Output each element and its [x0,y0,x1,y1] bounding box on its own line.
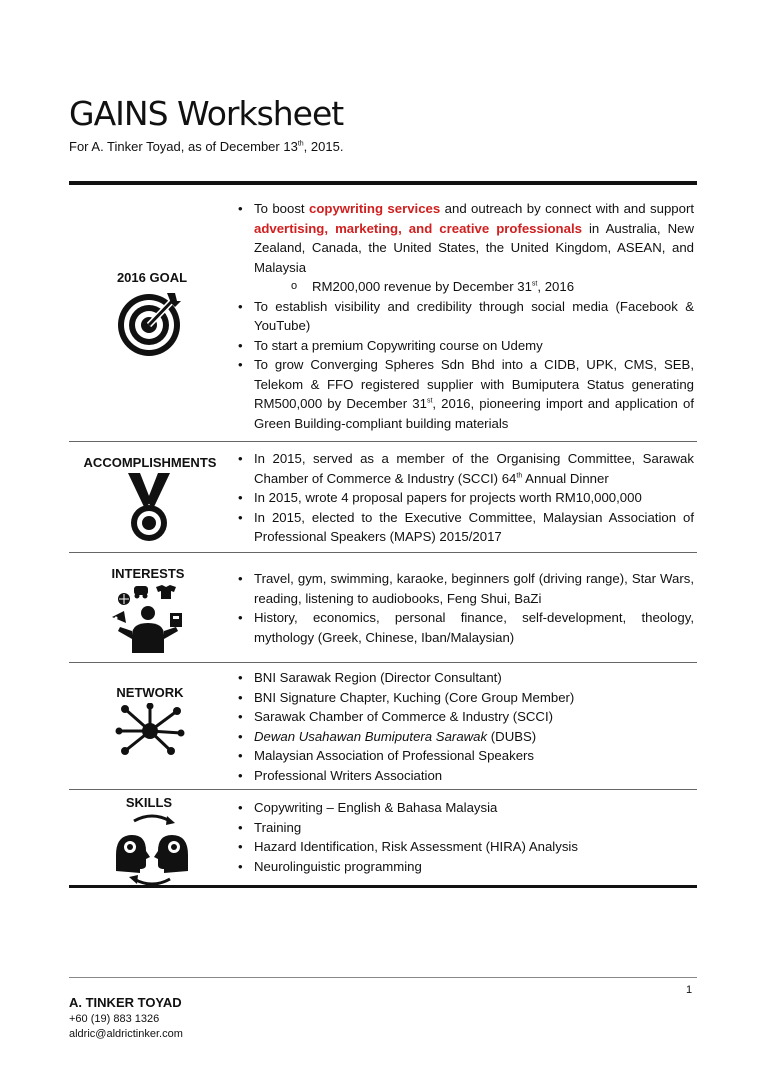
juggler-icon [110,583,190,655]
goal-list [236,199,694,433]
list-item: • Training [236,818,694,838]
skills-label: SKILLS [125,795,173,810]
list-item: • BNI Sarawak Region (Director Consultant) [236,668,694,688]
network-label: NETWORK [116,685,184,700]
page-subtitle: For A. Tinker Toyad, as of December 13th, 2015. [69,139,344,154]
bottom-rule [69,885,697,888]
list-item: • To grow Converging Spheres Sdn Bhd into a CIDB, UPK, CMS, SEB, Telekom & FFO registered supplier with Bumiputera Status generating RM500,000 by December 31st, 2016, pioneering import and application of Green Building-compliant building materials [236,355,694,433]
list-item: • Dewan Usahawan Bumiputera Sarawak (DUBS) [236,727,694,747]
page-title: GAINS Worksheet [69,94,344,133]
target-icon [115,289,185,359]
interests-list [236,569,694,647]
knowledge-exchange-icon [112,813,192,885]
accomplishments-list [236,449,694,547]
section-divider [69,662,697,663]
list-item: • In 2015, served as a member of the Organising Committee, Sarawak Chamber of Commerce & Industry (SCCI) 64th Annual Dinner [236,449,694,488]
top-rule [69,181,697,185]
list-item: • To start a premium Copywriting course on Udemy [236,336,694,356]
list-item: • BNI Signature Chapter, Kuching (Core Group Member) [236,688,694,708]
skills-list [236,798,694,876]
list-item: • Professional Writers Association [236,766,694,786]
list-item: • To boost copywriting services and outreach by connect with and support advertising, marketing, and creative professionals in Australia, New Zealand, Canada, the United States, the United Kingdom, ASEAN, and Malaysia [236,199,694,277]
list-item: • In 2015, elected to the Executive Committee, Malaysian Association of Professional Speakers (MAPS) 2015/2017 [236,508,694,547]
list-item: • In 2015, wrote 4 proposal papers for projects worth RM10,000,000 [236,488,694,508]
list-item: • Sarawak Chamber of Commerce & Industry (SCCI) [236,707,694,727]
page-number: 1 [686,984,693,996]
list-item: • History, economics, personal finance, self-development, theology, mythology (Greek, Chinese, Iban/Malaysian) [236,608,694,647]
section-divider [69,789,697,790]
list-item: • To establish visibility and credibility through social media (Facebook & YouTube) [236,297,694,336]
goal-label: 2016 GOAL [116,270,188,285]
footer-rule [69,977,697,978]
list-item: • Malaysian Association of Professional Speakers [236,746,694,766]
list-item: • Copywriting – English & Bahasa Malaysia [236,798,694,818]
list-item: • Hazard Identification, Risk Assessment (HIRA) Analysis [236,837,694,857]
list-item: • Neurolinguistic programming [236,857,694,877]
medal-icon [124,473,174,543]
section-divider [69,552,697,553]
footer-name: A. TINKER TOYAD [69,995,182,1010]
network-list [236,668,694,785]
list-item: • Travel, gym, swimming, karaoke, beginners golf (driving range), Star Wars, reading, listening to audiobooks, Feng Shui, BaZi [236,569,694,608]
list-sub-item: o RM200,000 revenue by December 31st, 2016 [236,277,694,297]
section-divider [69,441,697,442]
footer-phone: +60 (19) 883 1326 [69,1013,160,1025]
network-icon [115,703,185,755]
accomplishments-label: ACCOMPLISHMENTS [83,455,217,470]
interests-label: INTERESTS [111,566,185,581]
footer-email[interactable]: aldric@aldrictinker.com [69,1028,183,1040]
